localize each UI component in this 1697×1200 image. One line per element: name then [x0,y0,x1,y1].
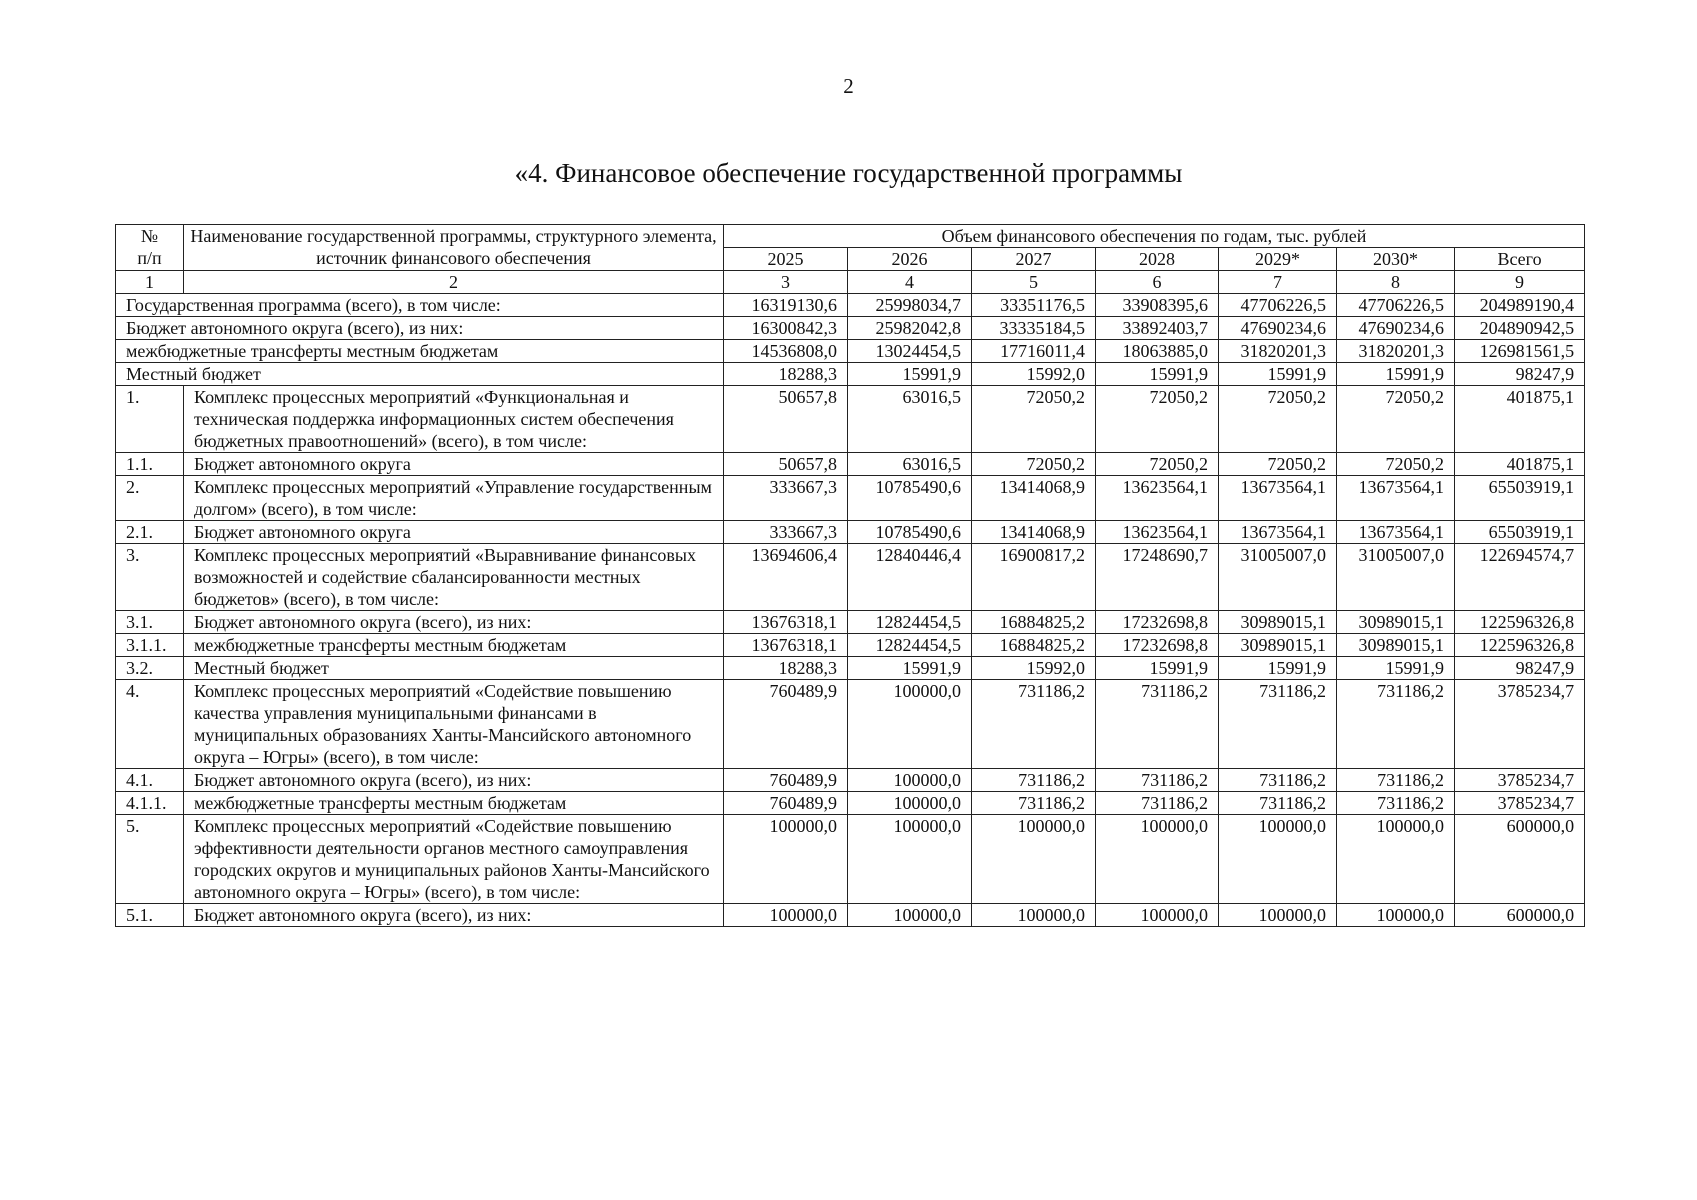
table-row [116,680,1585,769]
table-row [116,792,1585,815]
amount-cell: 16900817,2 [972,544,1096,611]
amount-cell: 100000,0 [724,904,848,927]
summary-label: Бюджет автономного округа (всего), из них: [116,317,724,340]
amount-cell: 18063885,0 [1096,340,1219,363]
table-row [116,521,1585,544]
amount-cell: 72050,2 [1337,453,1455,476]
amount-cell: 15991,9 [1219,657,1337,680]
row-name: Бюджет автономного округа [184,453,724,476]
summary-row [116,317,1585,340]
row-number: 3.1. [116,611,184,634]
amount-cell: 13623564,1 [1096,476,1219,521]
table-row [116,657,1585,680]
amount-cell: 18288,3 [724,363,848,386]
amount-cell: 401875,1 [1455,453,1585,476]
table-header [116,225,1585,294]
table-row [116,769,1585,792]
column-number: 7 [1219,271,1337,294]
table-body [116,294,1585,927]
amount-cell: 16319130,6 [724,294,848,317]
amount-cell: 15992,0 [972,363,1096,386]
row-name: Бюджет автономного округа (всего), из них: [184,769,724,792]
column-number: 5 [972,271,1096,294]
amount-cell: 63016,5 [848,453,972,476]
amount-cell: 65503919,1 [1455,521,1585,544]
financing-table [115,224,1585,927]
amount-cell: 100000,0 [972,904,1096,927]
header-no: № п/п [116,225,184,271]
amount-cell: 100000,0 [848,792,972,815]
table-row [116,904,1585,927]
row-number: 4. [116,680,184,769]
amount-cell: 10785490,6 [848,521,972,544]
amount-cell: 17248690,7 [1096,544,1219,611]
amount-cell: 16300842,3 [724,317,848,340]
amount-cell: 72050,2 [1219,453,1337,476]
header-year: 2026 [848,248,972,271]
amount-cell: 33892403,7 [1096,317,1219,340]
amount-cell: 122596326,8 [1455,611,1585,634]
amount-cell: 760489,9 [724,792,848,815]
amount-cell: 17232698,8 [1096,611,1219,634]
column-number: 1 [116,271,184,294]
amount-cell: 33351176,5 [972,294,1096,317]
amount-cell: 10785490,6 [848,476,972,521]
column-number: 8 [1337,271,1455,294]
summary-label: Местный бюджет [116,363,724,386]
header-name: Наименование государственной программы, структурного элемента, источник финансового обеспечения [184,225,724,271]
header-year: 2027 [972,248,1096,271]
row-number: 3. [116,544,184,611]
amount-cell: 15991,9 [1337,363,1455,386]
row-name: межбюджетные трансферты местным бюджетам [184,792,724,815]
amount-cell: 100000,0 [1219,904,1337,927]
amount-cell: 72050,2 [1219,386,1337,453]
amount-cell: 65503919,1 [1455,476,1585,521]
amount-cell: 72050,2 [972,453,1096,476]
amount-cell: 731186,2 [1219,769,1337,792]
amount-cell: 33335184,5 [972,317,1096,340]
amount-cell: 72050,2 [1337,386,1455,453]
amount-cell: 13673564,1 [1219,521,1337,544]
row-name: Комплекс процессных мероприятий «Функциональная и техническая поддержка информационных систем обеспечения бюджетных правоотношений» (всего), в том числе: [184,386,724,453]
summary-row [116,294,1585,317]
row-name: Бюджет автономного округа [184,521,724,544]
amount-cell: 731186,2 [1337,769,1455,792]
amount-cell: 15992,0 [972,657,1096,680]
summary-row [116,363,1585,386]
amount-cell: 13676318,1 [724,634,848,657]
amount-cell: 98247,9 [1455,363,1585,386]
row-number: 5. [116,815,184,904]
row-name: Бюджет автономного округа (всего), из них: [184,611,724,634]
row-name: Комплекс процессных мероприятий «Содействие повышению качества управления муниципальными финансами в муниципальных образованиях Ханты-Мансийского автономного округа – Югры» (всего), в том числе: [184,680,724,769]
amount-cell: 731186,2 [972,769,1096,792]
column-number: 6 [1096,271,1219,294]
amount-cell: 13694606,4 [724,544,848,611]
amount-cell: 100000,0 [848,769,972,792]
amount-cell: 13623564,1 [1096,521,1219,544]
amount-cell: 13673564,1 [1219,476,1337,521]
column-number: 3 [724,271,848,294]
amount-cell: 15991,9 [1337,657,1455,680]
amount-cell: 30989015,1 [1219,611,1337,634]
amount-cell: 33908395,6 [1096,294,1219,317]
amount-cell: 12824454,5 [848,634,972,657]
amount-cell: 31005007,0 [1337,544,1455,611]
table-row [116,544,1585,611]
amount-cell: 3785234,7 [1455,792,1585,815]
amount-cell: 13676318,1 [724,611,848,634]
row-number: 3.2. [116,657,184,680]
amount-cell: 731186,2 [972,792,1096,815]
header-total: Всего [1455,248,1585,271]
header-row-1 [116,225,1585,248]
amount-cell: 100000,0 [848,680,972,769]
table-row [116,634,1585,657]
row-name: Комплекс процессных мероприятий «Выравнивание финансовых возможностей и содействие сбалансированности местных бюджетов» (всего), в том числе: [184,544,724,611]
amount-cell: 731186,2 [1096,680,1219,769]
amount-cell: 100000,0 [1337,815,1455,904]
row-name: Комплекс процессных мероприятий «Содействие повышению эффективности деятельности органов местного самоуправления городских округов и муниципальных районов Ханты-Мансийского автономного округа – Югры» (всего), в том числе: [184,815,724,904]
amount-cell: 204890942,5 [1455,317,1585,340]
amount-cell: 15991,9 [1096,363,1219,386]
amount-cell: 25982042,8 [848,317,972,340]
amount-cell: 13414068,9 [972,521,1096,544]
row-number: 5.1. [116,904,184,927]
amount-cell: 333667,3 [724,476,848,521]
amount-cell: 16884825,2 [972,634,1096,657]
amount-cell: 17716011,4 [972,340,1096,363]
amount-cell: 30989015,1 [1219,634,1337,657]
amount-cell: 25998034,7 [848,294,972,317]
amount-cell: 731186,2 [972,680,1096,769]
table-row [116,453,1585,476]
section-title: «4. Финансовое обеспечение государственной программы [514,158,1183,188]
amount-cell: 731186,2 [1337,680,1455,769]
amount-cell: 98247,9 [1455,657,1585,680]
column-number: 2 [184,271,724,294]
row-number: 4.1.1. [116,792,184,815]
amount-cell: 13673564,1 [1337,476,1455,521]
amount-cell: 333667,3 [724,521,848,544]
amount-cell: 731186,2 [1096,769,1219,792]
amount-cell: 13673564,1 [1337,521,1455,544]
amount-cell: 31005007,0 [1219,544,1337,611]
header-year: 2030* [1337,248,1455,271]
amount-cell: 731186,2 [1219,792,1337,815]
amount-cell: 31820201,3 [1337,340,1455,363]
header-year: 2028 [1096,248,1219,271]
amount-cell: 17232698,8 [1096,634,1219,657]
amount-cell: 100000,0 [1219,815,1337,904]
amount-cell: 126981561,5 [1455,340,1585,363]
row-number: 1. [116,386,184,453]
row-number: 2.1. [116,521,184,544]
amount-cell: 401875,1 [1455,386,1585,453]
amount-cell: 47690234,6 [1219,317,1337,340]
amount-cell: 13024454,5 [848,340,972,363]
amount-cell: 72050,2 [1096,386,1219,453]
amount-cell: 731186,2 [1096,792,1219,815]
amount-cell: 72050,2 [1096,453,1219,476]
amount-cell: 731186,2 [1219,680,1337,769]
amount-cell: 3785234,7 [1455,680,1585,769]
row-name: Комплекс процессных мероприятий «Управление государственным долгом» (всего), в том числе: [184,476,724,521]
amount-cell: 15991,9 [1096,657,1219,680]
amount-cell: 15991,9 [1219,363,1337,386]
amount-cell: 16884825,2 [972,611,1096,634]
amount-cell: 122596326,8 [1455,634,1585,657]
amount-cell: 760489,9 [724,769,848,792]
summary-label: Государственная программа (всего), в том числе: [116,294,724,317]
amount-cell: 100000,0 [1096,815,1219,904]
amount-cell: 63016,5 [848,386,972,453]
page-number: 2 [843,74,854,98]
table-row [116,815,1585,904]
amount-cell: 47690234,6 [1337,317,1455,340]
amount-cell: 72050,2 [972,386,1096,453]
amount-cell: 50657,8 [724,386,848,453]
amount-cell: 600000,0 [1455,815,1585,904]
amount-cell: 30989015,1 [1337,611,1455,634]
amount-cell: 100000,0 [848,815,972,904]
summary-label: межбюджетные трансферты местным бюджетам [116,340,724,363]
amount-cell: 47706226,5 [1219,294,1337,317]
amount-cell: 14536808,0 [724,340,848,363]
row-number: 1.1. [116,453,184,476]
table-row [116,476,1585,521]
amount-cell: 47706226,5 [1337,294,1455,317]
amount-cell: 50657,8 [724,453,848,476]
amount-cell: 100000,0 [724,815,848,904]
amount-cell: 100000,0 [1096,904,1219,927]
row-name: Местный бюджет [184,657,724,680]
table-row [116,386,1585,453]
amount-cell: 731186,2 [1337,792,1455,815]
amount-cell: 18288,3 [724,657,848,680]
column-number: 4 [848,271,972,294]
column-number: 9 [1455,271,1585,294]
amount-cell: 100000,0 [848,904,972,927]
amount-cell: 31820201,3 [1219,340,1337,363]
header-volume: Объем финансового обеспечения по годам, тыс. рублей [724,225,1585,248]
row-number: 2. [116,476,184,521]
amount-cell: 13414068,9 [972,476,1096,521]
amount-cell: 30989015,1 [1337,634,1455,657]
amount-cell: 100000,0 [972,815,1096,904]
amount-cell: 760489,9 [724,680,848,769]
amount-cell: 100000,0 [1337,904,1455,927]
header-year: 2029* [1219,248,1337,271]
amount-cell: 12824454,5 [848,611,972,634]
header-year: 2025 [724,248,848,271]
amount-cell: 12840446,4 [848,544,972,611]
amount-cell: 15991,9 [848,657,972,680]
table-row [116,611,1585,634]
row-number: 3.1.1. [116,634,184,657]
amount-cell: 600000,0 [1455,904,1585,927]
row-name: межбюджетные трансферты местным бюджетам [184,634,724,657]
amount-cell: 15991,9 [848,363,972,386]
row-number: 4.1. [116,769,184,792]
row-name: Бюджет автономного округа (всего), из них: [184,904,724,927]
summary-row [116,340,1585,363]
amount-cell: 204989190,4 [1455,294,1585,317]
amount-cell: 3785234,7 [1455,769,1585,792]
amount-cell: 122694574,7 [1455,544,1585,611]
header-row-numbering [116,271,1585,294]
